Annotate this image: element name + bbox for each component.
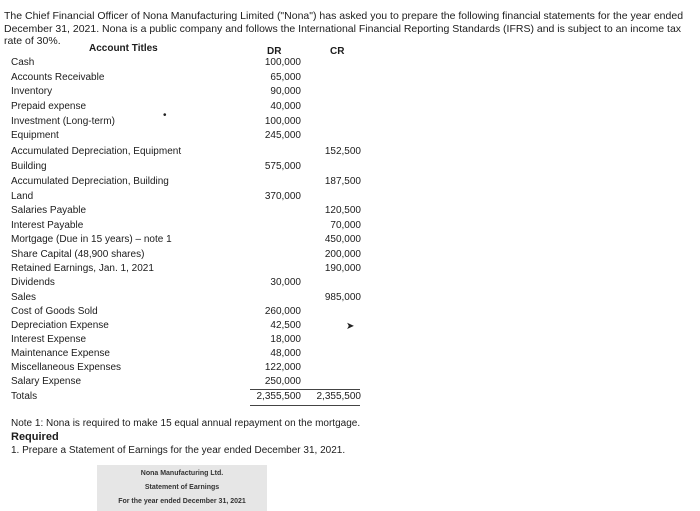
credit-amount: 187,500 [324,176,361,187]
totals-underline [250,405,360,406]
debit-amount: 42,500 [270,320,301,331]
account-title: Retained Earnings, Jan. 1, 2021 [11,263,154,274]
account-title: Cost of Goods Sold [11,306,98,317]
table-row [0,262,700,276]
account-title: Share Capital (48,900 shares) [11,249,145,260]
debit-amount: 260,000 [264,306,301,317]
mortgage-note: Note 1: Nona is required to make 15 equal annual repayment on the mortgage. [11,418,361,429]
debit-amount: 30,000 [270,277,301,288]
account-title: Cash [11,57,35,68]
account-title: Salary Expense [11,376,82,387]
table-row [0,276,700,290]
account-title: Sales [11,292,37,303]
account-title: Interest Payable [11,220,84,231]
table-row [0,305,700,319]
account-title: Depreciation Expense [11,320,109,331]
debit-total: 2,355,500 [256,391,301,402]
debit-amount: 48,000 [270,348,301,359]
table-row [0,85,700,99]
account-title: Prepaid expense [11,101,87,112]
account-titles-header: Account Titles [89,43,158,54]
account-title: Land [11,191,34,202]
account-title: Salaries Payable [11,205,87,216]
debit-amount: 245,000 [264,130,301,141]
table-row [0,56,700,70]
table-row [0,190,700,204]
table-row [0,361,700,375]
table-row [0,291,700,305]
account-title: Investment (Long-term) [11,116,115,127]
credit-amount: 70,000 [330,220,361,231]
cr-header: CR [330,46,345,57]
credit-amount: 200,000 [324,249,361,260]
credit-amount: 450,000 [324,234,361,245]
table-row [0,160,700,174]
account-title: Accounts Receivable [11,72,105,83]
table-row [0,115,700,129]
table-row [0,233,700,247]
table-row [0,71,700,85]
account-title: Accumulated Depreciation, Equipment [11,146,182,157]
account-title: Equipment [11,130,59,141]
debit-amount: 370,000 [264,191,301,202]
table-row [0,175,700,189]
credit-amount: 120,500 [324,205,361,216]
table-row [0,204,700,218]
account-title: Inventory [11,86,53,97]
credit-amount: 190,000 [324,263,361,274]
debit-amount: 18,000 [270,334,301,345]
debit-amount: 65,000 [270,72,301,83]
table-row [0,129,700,143]
debit-amount: 575,000 [264,161,301,172]
table-row [0,375,700,389]
account-title: Building [11,161,47,172]
table-row [0,219,700,233]
stray-dot-mark: • [163,110,167,121]
debit-amount: 90,000 [270,86,301,97]
debit-amount: 100,000 [264,116,301,127]
table-row-totals [0,390,700,404]
credit-amount: 985,000 [324,292,361,303]
account-title: Mortgage (Due in 15 years) – note 1 [11,234,172,245]
statement-title: Statement of Earnings [144,484,220,491]
account-title: Totals [11,391,38,402]
statement-period: For the year ended December 31, 2021 [118,498,246,505]
debit-amount: 100,000 [264,57,301,68]
table-row [0,100,700,114]
credit-amount: 152,500 [324,146,361,157]
account-title: Dividends [11,277,55,288]
debit-amount: 40,000 [270,101,301,112]
account-title: Maintenance Expense [11,348,110,359]
account-title: Miscellaneous Expenses [11,362,122,373]
table-row [0,248,700,262]
table-row [0,347,700,361]
debit-amount: 250,000 [264,376,301,387]
table-row [0,145,700,159]
cursor-arrow-icon: ➤ [346,321,355,332]
statement-header-box [97,465,267,511]
table-row [0,333,700,347]
statement-company: Nona Manufacturing Ltd. [140,470,224,477]
credit-total: 2,355,500 [316,391,361,402]
account-title: Accumulated Depreciation, Building [11,176,169,187]
debit-amount: 122,000 [264,362,301,373]
problem-intro: The Chief Financial Officer of Nona Manufacturing Limited ("Nona") has asked you to prepare the following financial statements for the year ended December 31, 2021. Nona is a public company and follows the International Financial Reporting Standards (IFRS) and is subject to an income tax rate of 30%. [4,10,684,47]
account-title: Interest Expense [11,334,87,345]
dr-header: DR [267,46,282,57]
required-heading: Required [11,431,59,443]
task-instruction: 1. Prepare a Statement of Earnings for the year ended December 31, 2021. [11,445,346,456]
